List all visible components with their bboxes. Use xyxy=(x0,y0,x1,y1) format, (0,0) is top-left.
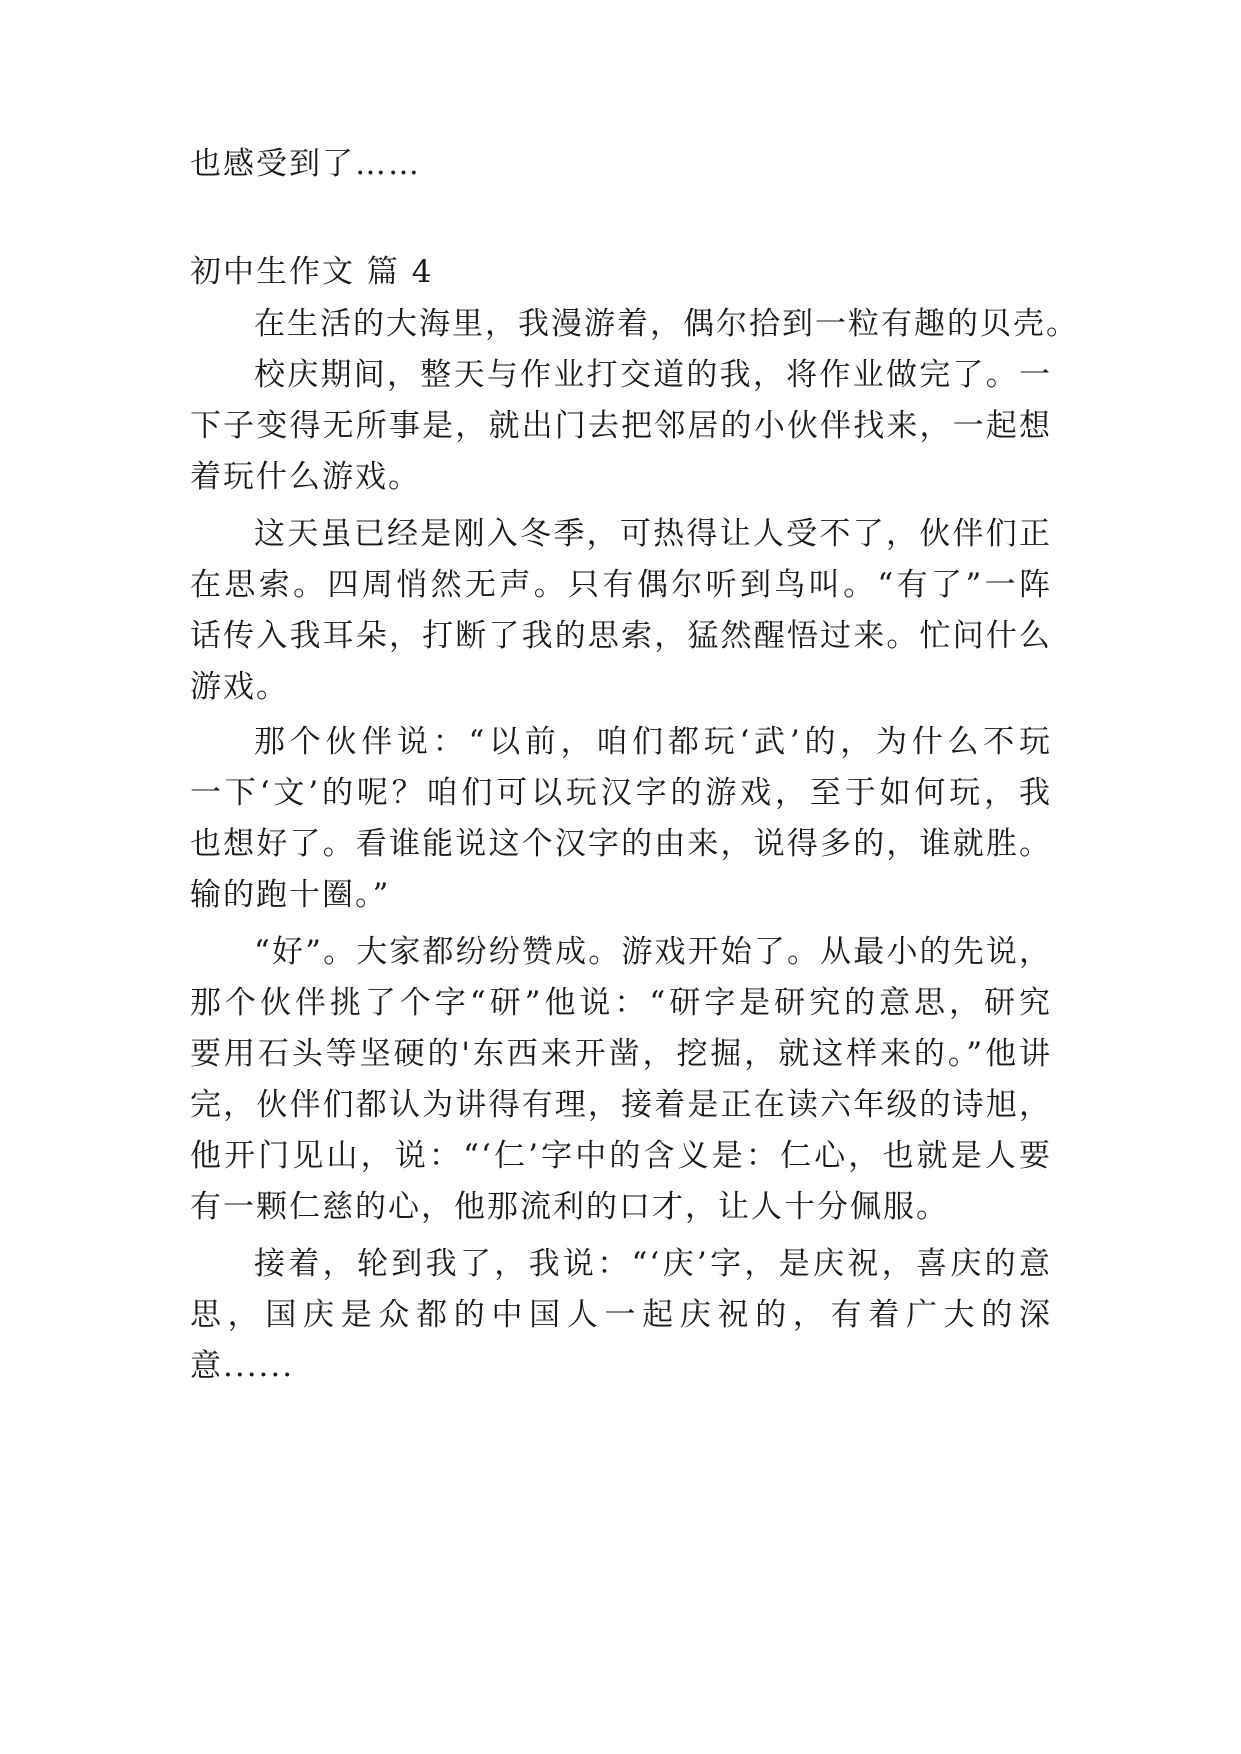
paragraph-line: 下子变得无所事是，就出门去把邻居的小伙伴找来，一起想 xyxy=(190,408,1052,444)
paragraph-line: 着玩什么游戏。 xyxy=(190,459,421,495)
paragraph-line: 话传入我耳朵，打断了我的思索，猛然醒悟过来。忙问什么 xyxy=(190,618,1052,654)
paragraph-line: 思，国庆是众都的中国人一起庆祝的，有着广大的深 xyxy=(190,1297,1052,1333)
paragraph-line: 校庆期间，整天与作业打交道的我，将作业做完了。一 xyxy=(254,357,1052,393)
paragraph-line: 一下‘文’的呢？咱们可以玩汉字的游戏，至于如何玩，我 xyxy=(190,775,1052,811)
paragraph-line: 完，伙伴们都认为讲得有理，接着是正在读六年级的诗旭， xyxy=(190,1087,1052,1123)
paragraph-line: 有一颗仁慈的心，他那流利的口才，让人十分佩服。 xyxy=(190,1189,949,1225)
paragraph-line: 游戏。 xyxy=(190,669,289,705)
intro-line: 也感受到了…… xyxy=(190,146,421,182)
paragraph-line: 他开门见山，说：“‘仁’字中的含义是：仁心，也就是人要 xyxy=(190,1138,1052,1174)
paragraph-line: 那个伙伴挑了个字“研”他说：“研字是研究的意思，研究 xyxy=(190,985,1052,1021)
paragraph-line: 那个伙伴说：“以前，咱们都玩‘武’的，为什么不玩 xyxy=(254,724,1052,760)
paragraph-line: 输的跑十圈。” xyxy=(190,877,391,913)
paragraph-line: 接着，轮到我了，我说：“‘庆’字，是庆祝，喜庆的意 xyxy=(254,1246,1052,1282)
paragraph-line: 在思索。四周悄然无声。只有偶尔听到鸟叫。“有了”一阵 xyxy=(190,567,1052,603)
paragraph-line: 也想好了。看谁能说这个汉字的由来，说得多的，谁就胜。 xyxy=(190,826,1052,862)
paragraph-line: 这天虽已经是刚入冬季，可热得让人受不了，伙伴们正 xyxy=(254,516,1052,552)
paragraph-line: 在生活的大海里，我漫游着，偶尔拾到一粒有趣的贝壳。 xyxy=(254,306,1079,342)
paragraph-line: “好”。大家都纷纷赞成。游戏开始了。从最小的先说， xyxy=(254,934,1052,970)
paragraph-line: 要用石头等坚硬的'东西来开凿，挖掘，就这样来的。”他讲 xyxy=(190,1036,1052,1072)
section-heading: 初中生作文 篇 4 xyxy=(190,254,434,290)
paragraph-line: 意...... xyxy=(190,1348,295,1384)
